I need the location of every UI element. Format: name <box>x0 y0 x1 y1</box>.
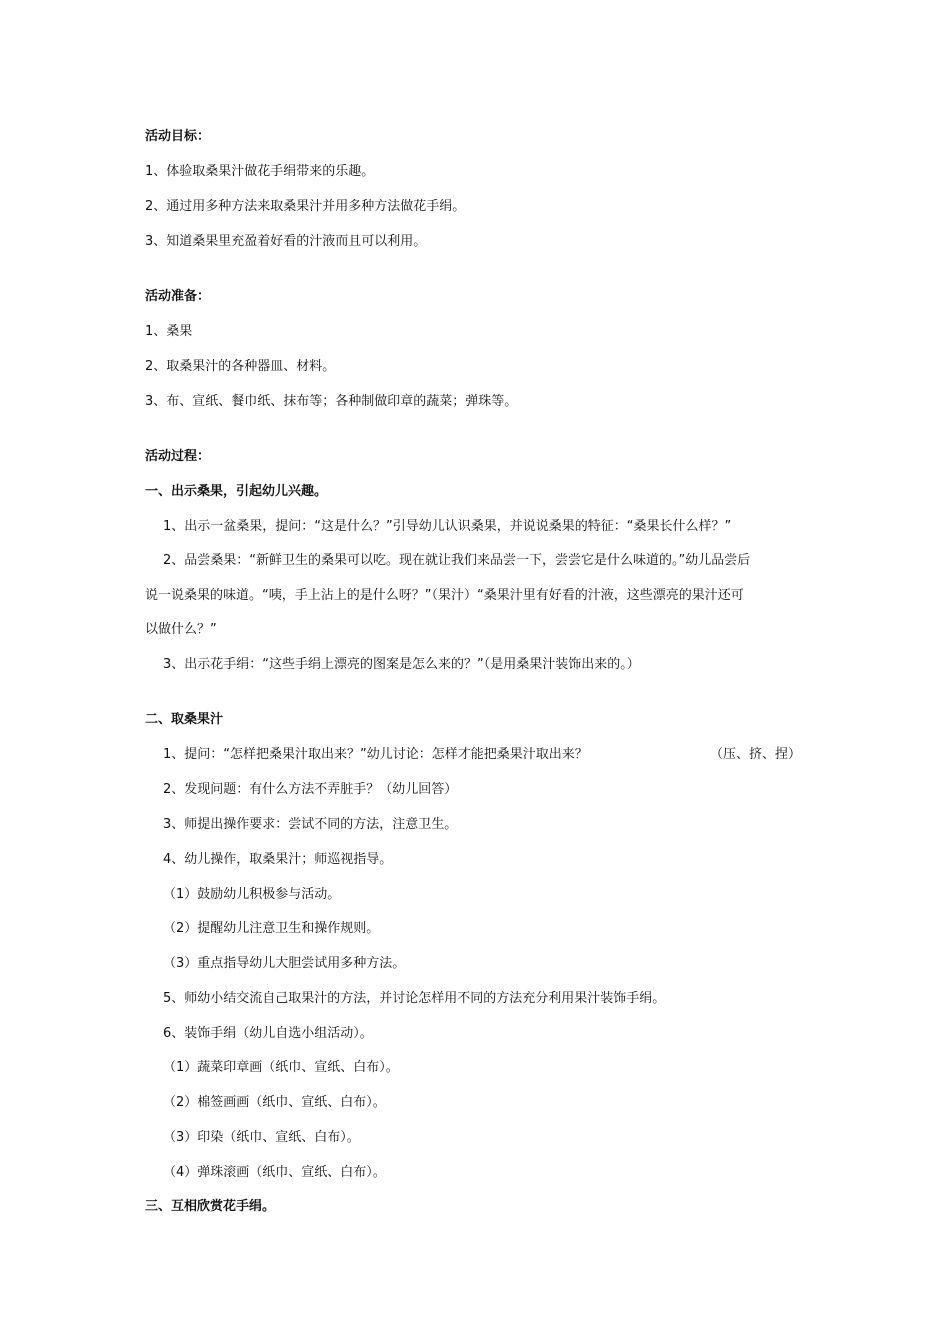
part1-item-continued: 说一说桑果的味道。“咦，手上沾上的是什么呀？”（果汁）“桑果汁里有好看的汁液，这些漂亮的果汁还可 <box>145 588 744 603</box>
prep-heading: 活动准备： <box>145 289 211 304</box>
goal-item: 1、体验取桑果汁做花手绢带来的乐趣。 <box>145 164 375 179</box>
part1-item: 2、品尝桑果：“新鲜卫生的桑果可以吃。现在就让我们来品尝一下，尝尝它是什么味道的。”幼儿品尝后 <box>163 553 751 568</box>
part2-subitem: （3）重点指导幼儿大胆尝试用多种方法。 <box>163 956 406 971</box>
part2-subitem: （2）棉签画画（纸巾、宣纸、白布）。 <box>163 1095 386 1110</box>
part3-title: 三、互相欣赏花手绢。 <box>145 1199 276 1214</box>
part2-subitem: （1）蔬菜印章画（纸巾、宣纸、白布）。 <box>163 1060 399 1075</box>
part2-item: 3、师提出操作要求：尝试不同的方法，注意卫生。 <box>163 817 458 832</box>
part2-subitem: （4）弹珠滚画（纸巾、宣纸、白布）。 <box>163 1165 386 1180</box>
part2-subitem: （1）鼓励幼儿积极参与活动。 <box>163 887 341 902</box>
part2-item: 5、师幼小结交流自己取果汁的方法，并讨论怎样用不同的方法充分利用果汁装饰手绢。 <box>163 991 666 1006</box>
part1-title: 一、出示桑果，引起幼儿兴趣。 <box>145 484 328 499</box>
part2-item: 1、提问：“怎样把桑果汁取出来？”幼儿讨论：怎样才能把桑果汁取出来？ <box>163 747 588 762</box>
part2-subitem: （2）提醒幼儿注意卫生和操作规则。 <box>163 921 380 936</box>
part2-subitem: （3）印染（纸巾、宣纸、白布）。 <box>163 1130 360 1145</box>
part1-item: 3、出示花手绢：“这些手绢上漂亮的图案是怎么来的？”（是用桑果汁装饰出来的。） <box>163 657 640 672</box>
goal-item: 2、通过用多种方法来取桑果汁并用多种方法做花手绢。 <box>145 199 466 214</box>
prep-item: 1、桑果 <box>145 324 193 339</box>
part2-item1-note: （压、挤、捏） <box>710 747 802 762</box>
prep-item: 2、取桑果汁的各种器皿、材料。 <box>145 359 336 374</box>
process-heading: 活动过程： <box>145 449 211 464</box>
goals-heading: 活动目标： <box>145 129 211 144</box>
prep-item: 3、布、宣纸、餐巾纸、抹布等；各种制做印章的蔬菜；弹珠等。 <box>145 394 518 409</box>
part1-item: 1、出示一盆桑果，提问：“这是什么？”引导幼儿认识桑果，并说说桑果的特征：“桑果长什么样？” <box>163 519 732 534</box>
part2-title: 二、取桑果汁 <box>145 712 224 727</box>
part2-item: 2、发现问题：有什么方法不弄脏手？（幼儿回答） <box>163 782 458 797</box>
goal-item: 3、知道桑果里充盈着好看的汁液而且可以利用。 <box>145 234 427 249</box>
part2-item: 4、幼儿操作，取桑果汁；师巡视指导。 <box>163 852 393 867</box>
part2-item: 6、装饰手绢（幼儿自选小组活动）。 <box>163 1026 373 1041</box>
part1-item-continued: 以做什么？” <box>145 622 217 637</box>
